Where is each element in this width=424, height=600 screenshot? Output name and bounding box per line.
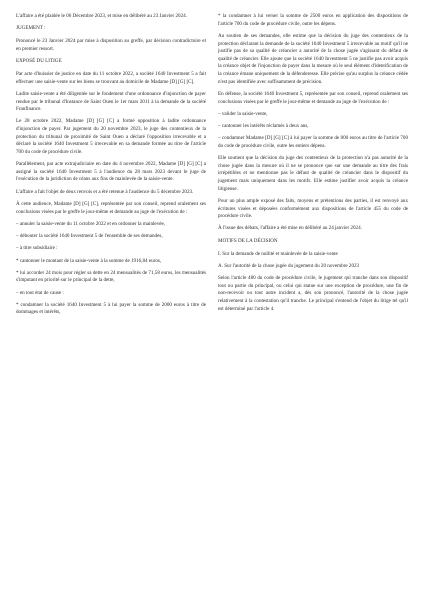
paragraph: Le 28 octobre 2022, Madame [D] [G] [C] a formé opposition à ladite ordonnance d'injonction de payer. Par jugement du 20 novembre 2023, le juge des contentieux de la protection du tribunal de proximité de Saint Ouen a déclaré l'opposition irrecevable et a déclaré la société 1640 Investment 5 irrecevable en sa demande formée au titre de l'article 700 du code de procédure civile. [16, 118, 206, 155]
paragraph: En défense, la société 1640 Investment 5, représentée par son conseil, reprend oralement ses conclusions visées par le greffe le jour-même et demande au juge de l'exécution de : [218, 90, 408, 105]
paragraph: L'affaire a été plaidée le 06 Décembre 2023, et mise en délibéré au 23 Janvier 2024. [16, 13, 187, 19]
paragraph: – valider la saisie-vente, [218, 110, 268, 117]
two-column-body [16, 13, 408, 322]
paragraph: À l'issue des débats, l'affaire a été mise en délibéré au 24 janvier 2024. [218, 225, 362, 232]
paragraph: * la condamner à lui verser la somme de 2500 euros en application des dispositions de l'article 700 du code de procédure civile, outre les dépens. [218, 13, 408, 27]
left-column [16, 13, 206, 322]
paragraph: Au soutien de ses demandes, elle estime que la décision du juge des contentieux de la protection déclarant la demande de la société 1640 Investment 5 irrecevable au motif qu'il ne justifie pas de sa qualité de créancier a autorité de la chose jugée s'agissant du défaut de qualité de créancier. Elle ajoute que la société 1640 Investment 5 ne justifie pas avoir acquis la créance objet de l'injonction de payer dans la mesure où le seul élément d'identification de la créance émane uniquement de la défenderesse. Elle précise qu'au surplus la créance cédée n'est pas identifiée avec suffisamment de précision. [218, 32, 408, 85]
paragraph: I. Sur la demande de nullité et mainlevée de la saisie-vente [218, 250, 338, 257]
paragraph: * lui accorder 24 mois pour régler sa dette en 24 mensualités de 71,58 euros, les mensualités s'imputant en priorité sur le principal de la dette, [16, 269, 206, 284]
paragraph: – condamner Madame [D] [G] [C] à lui payer la somme de 800 euros au titre de l'article 700 du code de procédure civile, outre les entiers dépens. [218, 135, 408, 149]
section-heading: EXPOSÉ DU LITIGE [16, 58, 62, 65]
paragraph: Par acte d'huissier de justice en date du 11 octobre 2022, a société 1640 Investment 5 a fait effectuer une saisie-vente sur les biens se trouvant au domicile de Madame [D] [G] [C]. [16, 70, 206, 85]
section-heading: JUGEMENT : [16, 25, 46, 32]
paragraph: – cantonner les intérêts réclamés à deux ans, [218, 123, 309, 130]
paragraph: Selon l'article 480 du code de procédure civile, le jugement qui tranche dans son dispositif tout ou partie du principal, ou celui qui statue sur une exception de procédure, une fin de non-recevoir ou tout autre incident a, dès son prononcé, l'autorité de la chose jugée relativement à la contestation qu'il tranche. Le principal s'entend de l'objet du litige tel qu'il est déterminé par l'article 4. [218, 275, 408, 312]
paragraph: – à titre subsidiaire : [16, 245, 58, 252]
paragraph: * cantonner le montant de la saisie-vente à la somme de 1916,84 euros, [16, 257, 162, 264]
paragraph: Elle soutient que la décision du juge des contentieux de la protection n'a pas autorité de la chose jugée dans la mesure où il ne se prononce que sur une demande au titre des frais irrépétibles et ne mentionne pas le défaut de qualité de créancier dans le dispositif du jugement mais uniquement dans les motifs. Elle estime justifier avoir acquis la créance litigieuse. [218, 155, 408, 192]
paragraph: Parallèlement, par acte extrajudiciaire en date du 4 novembre 2022, Madame [D] [G] [C] a assigné la société 1640 Investment 5 à l'audience du 28 mars 2023 devant le juge de l'exécution de la juridiction de céans aux fins de mainlevée de la saisie-vente. [16, 161, 206, 183]
paragraph: * condamner la société 1640 Investment 5 à lui payer la somme de 2000 euros à titre de dommages et intérêts, [16, 301, 206, 316]
paragraph: À cette audience, Madame [D] [G] [C], représentée par son conseil, reprend oralement ses conclusions visées par le greffe le jour-même et demande au juge de l'exécution de : [16, 200, 206, 215]
paragraph: – débouter la société 1640 Investment 5 de l'ensemble de ses demandes, [16, 233, 163, 240]
paragraph: – en tout état de cause : [16, 289, 64, 296]
paragraph: Ladite saisie-vente a été diligentée sur le fondement d'une ordonnance d'injonction de payer rendue par le tribunal d'Instance de Saint Ouen le 1er mars 2011 à la demande de la société Franfinance. [16, 90, 206, 113]
paragraph: – annuler la saisie-vente du 11 octobre 2022 et en ordonner la mainlevée, [16, 220, 166, 227]
paragraph: Prononcé le 23 Janvier 2024 par mise à disposition au greffe, par décision contradictoire et en premier ressort. [16, 38, 206, 52]
paragraph: A. Sur l'autorité de la chose jugée du jugement du 20 novembre 2023 [218, 262, 360, 269]
paragraph: L'affaire a fait l'objet de deux renvois et a été retenue à l'audience du 5 décembre 2023. [16, 188, 194, 195]
right-column [218, 13, 408, 322]
section-heading: MOTIFS DE LA DÉCISION [218, 237, 278, 244]
paragraph: Pour un plus ample exposé des faits, moyens et prétentions des parties, il est renvoyé aux écritures visées et déposées conformément aux dispositions de l'article 455 du code de procédure civile. [218, 197, 408, 220]
